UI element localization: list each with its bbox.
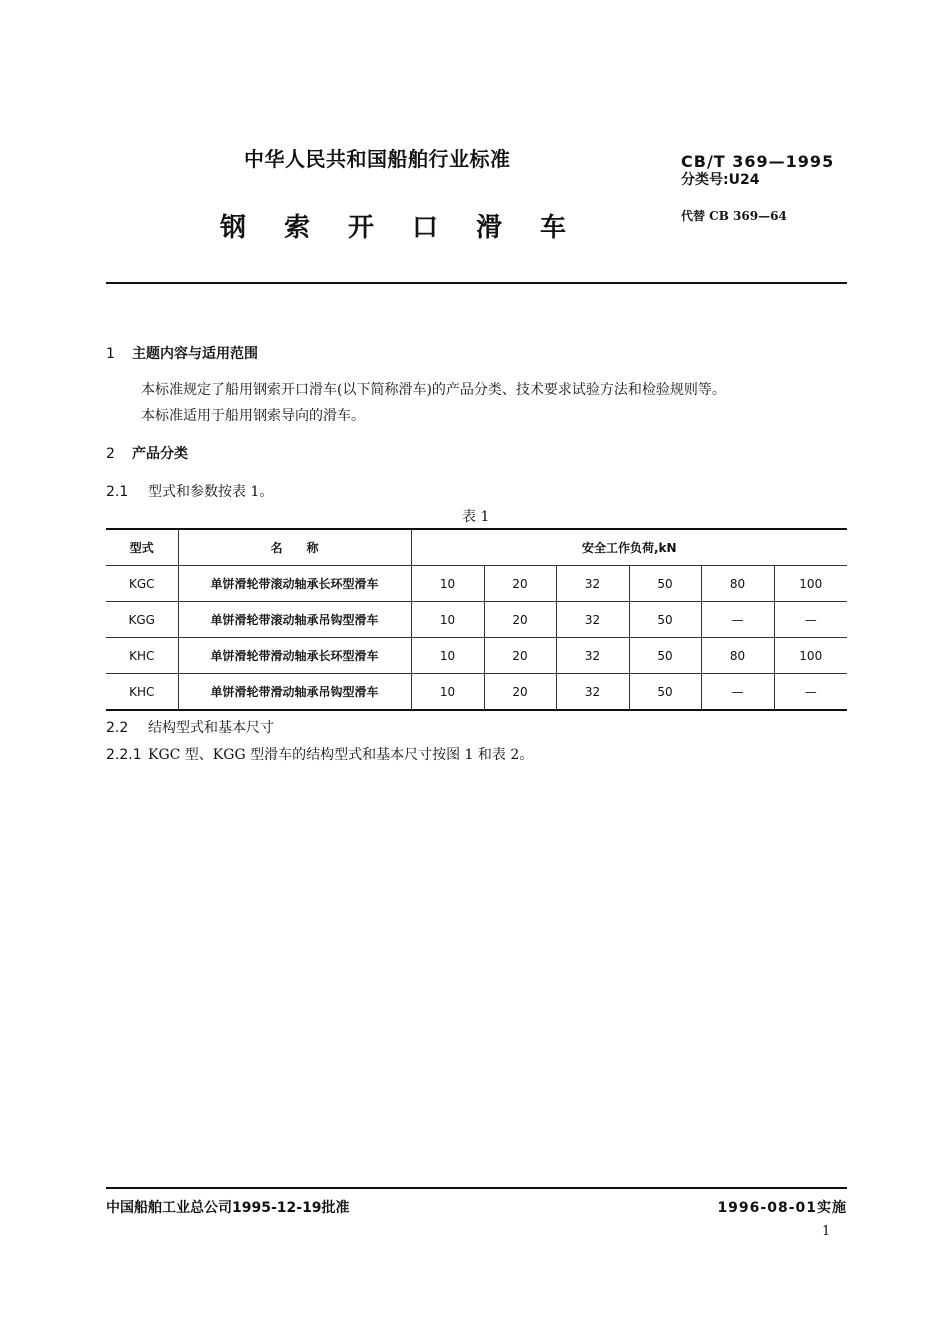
section-2-1-number: 2.1 <box>106 484 129 500</box>
cell-load: 80 <box>701 638 774 674</box>
replaces-standard: 代替 CB 369—64 <box>681 209 787 223</box>
header-divider <box>106 282 847 284</box>
cell-load: 50 <box>629 602 701 638</box>
table-row <box>106 602 847 638</box>
standard-title: 中华人民共和国船舶行业标准 <box>244 147 511 171</box>
cell-load: 50 <box>629 638 701 674</box>
section-2-1-text: 型式和参数按表 1。 <box>148 484 274 500</box>
cell-name: 单饼滑轮带滚动轴承长环型滑车 <box>178 566 411 602</box>
implementation-date: 1996-08-01实施 <box>717 1200 847 1216</box>
cell-load: 10 <box>411 602 484 638</box>
section-2-2-1 <box>106 744 533 764</box>
section-2-1 <box>106 481 273 501</box>
cell-load: 10 <box>411 566 484 602</box>
section-2-heading <box>106 443 188 463</box>
cell-load: 20 <box>484 566 556 602</box>
cell-load: 10 <box>411 674 484 711</box>
cell-load: 80 <box>701 566 774 602</box>
section-2-number: 2 <box>106 446 115 462</box>
cell-load: 20 <box>484 638 556 674</box>
table-1 <box>106 528 847 711</box>
document-title: 钢索开口滑车 <box>220 213 605 243</box>
header-safe-working-load: 安全工作负荷,kN <box>411 529 847 566</box>
cell-type: KGC <box>106 566 178 602</box>
approval-line: 中国船舶工业总公司1995-12-19批准 <box>106 1200 350 1216</box>
page-number: 1 <box>822 1224 831 1239</box>
section-2-2-1-text: KGC 型、KGG 型滑车的结构型式和基本尺寸按图 1 和表 2。 <box>148 747 534 763</box>
table-row <box>106 566 847 602</box>
section-1-title: 主题内容与适用范围 <box>132 346 258 362</box>
cell-load: 20 <box>484 602 556 638</box>
cell-load: 32 <box>556 674 629 711</box>
cell-load: — <box>701 674 774 711</box>
table-row <box>106 638 847 674</box>
cell-type: KGG <box>106 602 178 638</box>
section-1-heading <box>106 343 258 363</box>
cell-load: 20 <box>484 674 556 711</box>
cell-load: 32 <box>556 602 629 638</box>
section-2-2 <box>106 717 274 737</box>
cell-name: 单饼滑轮带滑动轴承长环型滑车 <box>178 638 411 674</box>
section-1-paragraph-2: 本标准适用于船用钢索导向的滑车。 <box>141 408 365 424</box>
section-2-2-number: 2.2 <box>106 720 129 736</box>
standard-code: CB/T 369—1995 <box>681 152 835 171</box>
cell-load: — <box>701 602 774 638</box>
cell-load: — <box>774 602 847 638</box>
cell-load: 50 <box>629 566 701 602</box>
section-1-number: 1 <box>106 346 115 362</box>
section-2-2-text: 结构型式和基本尺寸 <box>148 720 274 736</box>
standard-code-block <box>681 153 834 189</box>
cell-load: 10 <box>411 638 484 674</box>
table-row <box>106 674 847 711</box>
table-header-row <box>106 529 847 566</box>
header-type: 型式 <box>106 529 178 566</box>
cell-load: — <box>774 674 847 711</box>
cell-load: 50 <box>629 674 701 711</box>
cell-name: 单饼滑轮带滚动轴承吊钩型滑车 <box>178 602 411 638</box>
table-1-caption: 表 1 <box>462 509 490 525</box>
cell-load: 100 <box>774 638 847 674</box>
cell-type: KHC <box>106 674 178 711</box>
cell-load: 32 <box>556 566 629 602</box>
header-name: 名 称 <box>178 529 411 566</box>
cell-type: KHC <box>106 638 178 674</box>
cell-name: 单饼滑轮带滑动轴承吊钩型滑车 <box>178 674 411 711</box>
section-1-paragraph-1: 本标准规定了船用钢索开口滑车(以下简称滑车)的产品分类、技术要求试验方法和检验规则等。 <box>141 382 726 398</box>
cell-load: 100 <box>774 566 847 602</box>
section-2-title: 产品分类 <box>132 446 188 462</box>
footer-divider <box>106 1187 847 1189</box>
cell-load: 32 <box>556 638 629 674</box>
section-2-2-1-number: 2.2.1 <box>106 747 142 763</box>
classification-number: 分类号:U24 <box>681 172 760 188</box>
